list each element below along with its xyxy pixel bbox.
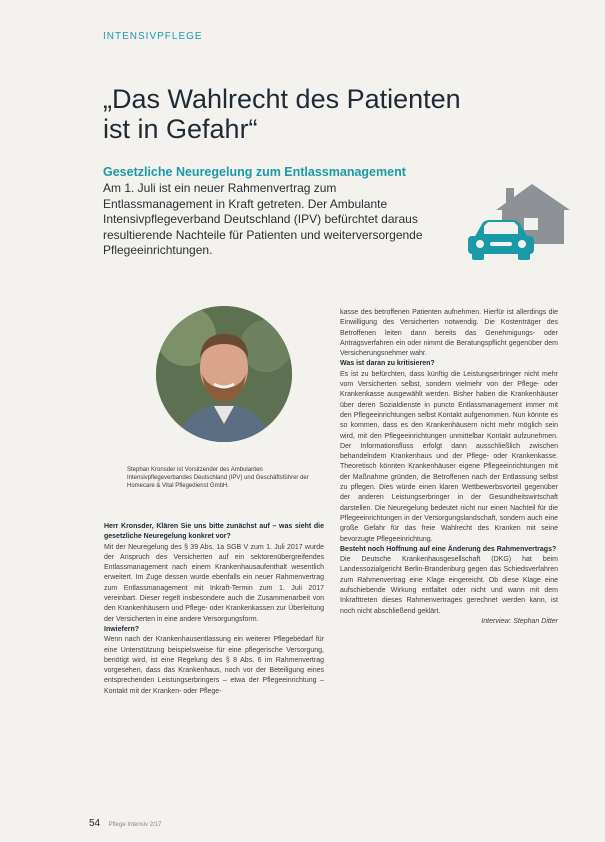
- article-subtitle: Gesetzliche Neuregelung zum Entlassmanagement: [103, 165, 406, 179]
- answer-2-continued: kasse des betroffenen Patienten aufnehmen. Hierfür ist allerdings die Einwilligung des Versicherten notwendig. Die Kostenträger des Betroffenen leiten dann bereits das Genehmigungs- oder Antragsverfahren ein oder nimmt die Beratungspflicht gegenüber dem Versicherungsnehmer wahr.: [340, 309, 558, 358]
- lead-paragraph: Am 1. Juli ist ein neuer Rahmenvertrag zum Entlassmanagement in Kraft getreten. Der Ambulante Intensivpflegeverband Deutschland (IPV) befürchtet daraus resultierende Nachteile für Patienten und weiterversorgende Pflegeeinrichtungen.: [103, 181, 423, 257]
- page-number: 54: [89, 818, 101, 829]
- answer-3: Es ist zu befürchten, dass künftig die Leistungserbringer nicht mehr vom Versicherten selbst, sondern vielmehr von der Pflege- oder Krankenkasse ausgewählt werden. Bisher haben die Krankenhäuser über deren Sozialdienste in puncto Entlassmanagement immer mit den Pflegeeinrichtungen selbst Kontakt aufgenommen. Nun könnte es so kommen, dass es den Krankenhäusern nicht mehr möglich sein wird, mit den Pflegeeinrichtungen unmittelbar Kontakt aufzunehmen. Der Informationsfluss erfolgt dann ausschließlich zwischen behandelndem Krankenhaus und der Pflege- oder Krankenkasse. Theoretisch könnten Krankenhäuser eigene Pflegeeinrichtungen mit der Maßnahme gründen, die Betroffenen nach der Entlassung selbst zu pflegen. Dies würde einen klaren Wettbewerbsvorteil gegenüber der anderen Leistungserbringer in der Gesundheitswirtschaft darstellen. Die Neuregelung bedeutet nicht nur einen Nachteil für die Pflegeeinrichtungen in der Versorgungslandschaft, sondern auch eine große Gefahr für das freie Wahlrecht des Kranken mit seine bevorzugte Pflegeeinrichtung.: [340, 370, 558, 543]
- photo-caption: Stephan Kronsder ist Vorsitzender des Ambulanten Intensivpflegeverbandes Deutschland (IPV) und Geschäftsführer der Homecare & Vital Pflegedienst GmbH.: [127, 467, 309, 489]
- interview-credit: Interview: Stephan Ditter: [481, 617, 558, 625]
- section-label: INTENSIVPFLEGE: [103, 31, 203, 42]
- answer-4: Die Deutsche Krankenhausgesellschaft (DKG) hat beim Landessozialgericht Berlin-Brandenburg gegen das Schiedsverfahren zum Rahmenvertrag eine Klage eingereicht. Ob diese Klage eine aufschiebende Wirkung entfaltet oder nicht und wann mit dem Inkrafttreten dieses Rahmenvertrages gerechnet werden kann, ist noch nicht abschließend geklärt.: [340, 556, 558, 615]
- article-title: [103, 84, 523, 144]
- question-2: Inwiefern?: [104, 625, 140, 633]
- page-footer: [89, 818, 161, 829]
- answer-1: Mit der Neuregelung des § 39 Abs. 1a SGB V zum 1. Juli 2017 wurde der Anspruch des Versicherten auf ein sektorenübergreifendes Entlassmanagement nach einem Krankenhausaufenthalt wesentlich erweitert. Im Zuge dessen wurde ebenfalls ein neuer Rahmenvertrag zum Entlassmanagement mit Inkraft-Termin zum 1. Juli 2017 vereinbart. Dieser regelt insbesondere auch die Zusammenarbeit von den Krankenhäusern und Pflege- oder Krankenkassen zur Überleitung der Versicherten in eine andere Versorgungsform.: [104, 543, 324, 623]
- answer-2: Wenn nach der Krankenhausentlassung ein weiterer Pflegebedarf für eine Unterstützung beispielsweise für eine pflegerische Versorgung, benötigt wird, ist eine Regelung des § 8 Abs. 6 im Rahmenvertrag vorgesehen, dass das Krankenhaus, noch vor der Beteiligung eines entsprechenden Leistungserbringers – etwa der Pflegeeinrichtung – Kontakt mit der Kranken- oder Pflege-: [104, 636, 324, 695]
- title-line-2: ist in Gefahr“: [103, 114, 258, 144]
- portrait-photo: [156, 306, 292, 442]
- magazine-name: Pflege Intensiv 2/17: [108, 822, 162, 828]
- question-3: Was ist daran zu kritisieren?: [340, 360, 435, 368]
- article-column-left: [104, 522, 324, 697]
- house-car-illustration: [466, 180, 576, 270]
- title-line-1: „Das Wahlrecht des Patienten: [103, 84, 461, 114]
- question-4: Besteht noch Hoffnung auf eine Änderung des Rahmenvertrags?: [340, 545, 557, 553]
- article-column-right: [340, 308, 558, 627]
- question-1: Herr Kronsder, Klären Sie uns bitte zunächst auf – was sieht die gesetzliche Neuregelung konkret vor?: [104, 523, 324, 541]
